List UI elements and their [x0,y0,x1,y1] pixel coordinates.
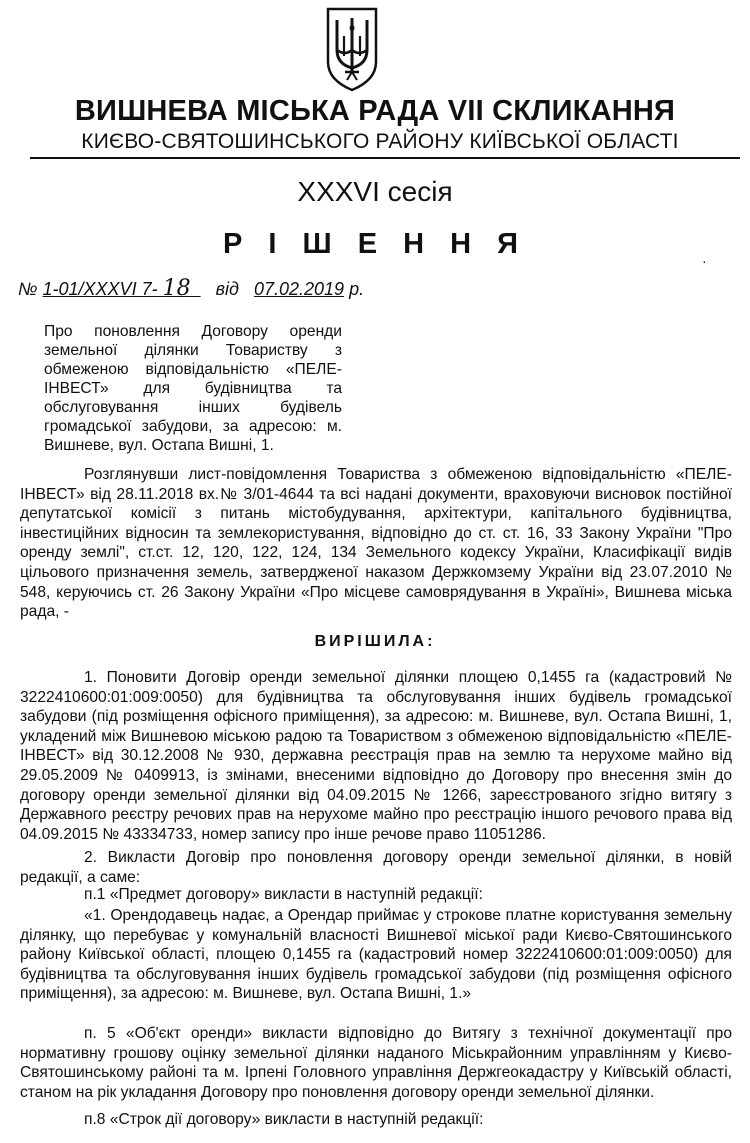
decision-title: Р І Ш Е Н Н Я [223,228,527,260]
decision-number [42,276,201,301]
clause-2-item-1-text: «1. Орендодавець надає, а Орендар приймає у строкове платне користування земельну ділянку, що перебуває у комунальній власності Вишневої міської ради Києво-Святошинського району Київської області, площею 0,1455 га (кадастровий номер 3222410600:01:009:0050) для будівництва та обслуговування інших будівель громадської забудови (під розміщення офісного приміщення), за адресою: м. Вишневе, вул. Остапа Вишні, 1.» [20,907,732,1003]
year-suffix: р. [349,279,365,299]
from-label: від [215,279,239,299]
clause-2-item-8-heading: п.8 «Строк дії договору» викласти в наступній редакції: [84,1111,484,1128]
decision-number-line [18,277,364,301]
number-sign: № [18,279,38,299]
decision-subject: Про поновлення Договору оренди земельної ділянки Товариству з обмеженою відповідальністю «ПЕЛЕ-ІНВЕСТ» для будівництва та обслуговування інших будівель громадської забудови, за адресою: м. Вишневе, вул. Остапа Вишні, 1. [44,323,342,454]
clause-2-item-1-heading: п.1 «Предмет договору» викласти в наступній редакції: [84,886,483,903]
decision-number-text: 1-01/XXXVI 7- [42,279,158,299]
decision-date: 07.02.2019 [253,279,345,299]
session-title: XXXVI сесія [297,176,453,207]
header-divider [30,157,740,159]
clause-1: 1. Поновити Договір оренди земельної ділянки площею 0,1455 га (кадастровий № 3222410600:01:009:0050) для будівництва та обслуговування інших будівель громадської забудови (під розміщення офісного приміщення), за адресою: м. Вишневе, вул. Остапа Вишні, 1, укладений між Вишневою міською радою та Товариством з обмеженою відповідальністю «ПЕЛЕ-ІНВЕСТ» від 30.12.2008 № 930, державна реєстрація прав на землю та нерухоме майно від 29.05.2009 № 0409913, із змінами, внесеними відповідно до Договору про внесення змін до договору оренди земельної ділянки від 04.09.2015 № 1266, зареєстрованого згідно витягу з Державного реєстру речових прав на нерухоме майно про реєстрацію іншого речового права від 04.09.2015 № 43334733, номер запису про інше речове право 11051286. [20,669,732,843]
clause-2: 2. Викласти Договір про поновлення договору оренди земельної ділянки, в новій редакції, а саме: [20,849,732,886]
resolved-heading: ВИРІШИЛА: [314,633,436,650]
council-name: ВИШНЕВА МІСЬКА РАДА VII СКЛИКАННЯ [74,95,676,127]
decision-number-handwritten: 18 [162,276,191,301]
district-name: КИЄВО-СВЯТОШИНСЬКОГО РАЙОНУ КИЇВСЬКОЇ ОБЛАСТІ [81,130,679,153]
preamble-paragraph: Розглянувши лист-повідомлення Товариства з обмеженою відповідальністю «ПЕЛЕ-ІНВЕСТ» від 28.11.2018 вх.№ 3/01-4644 та всі надані документи, враховуючи висновок постійної депутатської комісії з питань містобудування, архітектури, капітального будівництва, інвестиційних відносин та землекористування, відповідно до ст. ст. 16, 33 Закону України "Про оренду землі", ст.ст. 12, 120, 122, 124, 134 Земельного кодексу України, Класифікації видів цільового призначення земель, затвердженої наказом Держкомзему України від 23.07.2010 № 548, керуючись ст. 26 Закону України «Про місцеве самоврядування в Україні», Вишнева міська рада, - [20,466,732,621]
trident-coat-of-arms-icon [325,6,379,92]
stray-mark: · [702,253,707,269]
clause-2-item-5: п. 5 «Об'єкт оренди» викласти відповідно до Витягу з технічної документації про нормативну грошову оцінку земельної ділянки наданого Міськрайонним управлінням у Києво-Святошинському районі та м. Ірпені Головного управління Держгеокадастру у Київській області, станом на рік укладання Договору про поновлення договору оренди земельної ділянки. [20,1025,732,1101]
